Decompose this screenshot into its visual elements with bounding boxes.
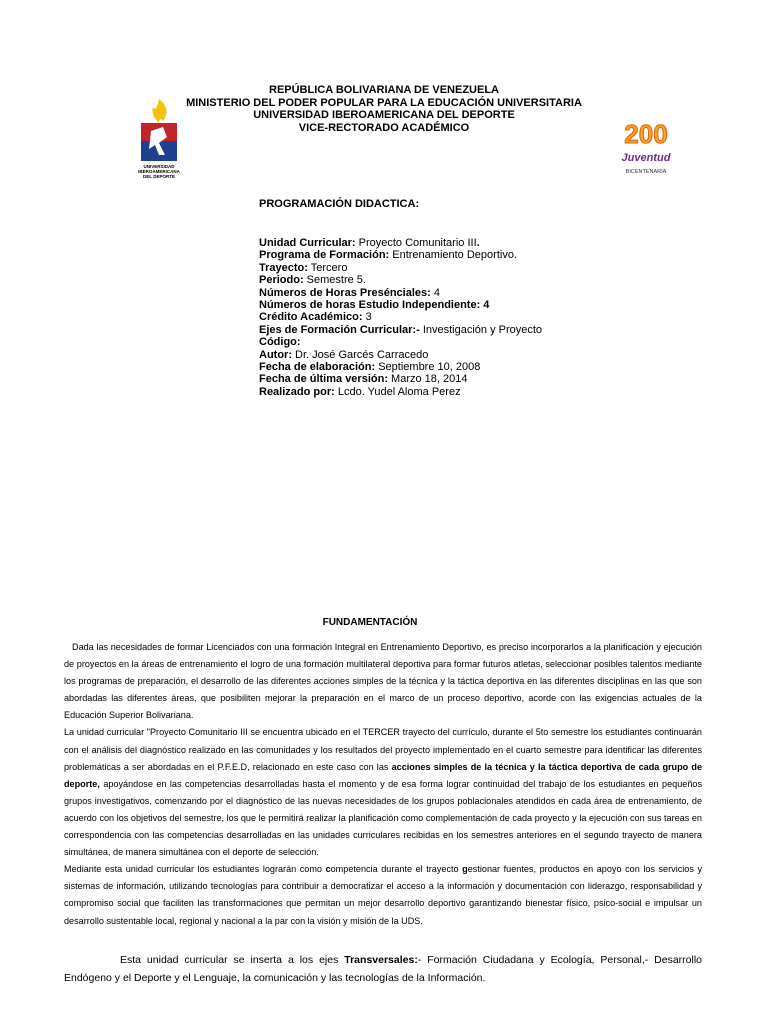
paragraph-2-part-a: La unidad curricular "Proyecto Comunitario III se encuentra ubicado en el TERCER trayecto del currículo, durante el 5to semestre los estudiantes continuarán con el análisis del diagnóstico realizado en las comunidades y los resultados del proyecto implementado en el cuarto semestre para identificar las diferentes problemáticas a ser abordadas en el P.F.E.D, relacionado en este caso con las [64, 727, 702, 772]
university-logo [137, 97, 181, 181]
paragraph-4-part-c: - Formación Ciudadana y Ecología, Personal,- Desarrollo Endógeno y el Deporte y el Lenguaje, la comunicación y las tecnologías de la Información. [64, 954, 703, 984]
logo-juventud-text: Juventud [621, 152, 671, 164]
field-row [259, 361, 679, 373]
paragraph-4 [64, 951, 702, 987]
logo-text-1: UNIVERSIDAD [143, 164, 175, 169]
juventud-bicentenaria-logo [620, 103, 672, 179]
header-line-republic: REPÚBLICA BOLIVARIANA DE VENEZUELA [269, 84, 499, 96]
field-value: Entrenamiento Deportivo. [389, 249, 517, 262]
field-row [259, 249, 679, 261]
field-value: 3 [362, 311, 372, 324]
paragraph-4-bold: Transversales: [344, 954, 418, 966]
field-label: Números de Horas Presénciales: [259, 286, 431, 299]
field-row [259, 262, 679, 274]
fundamentacion-title: FUNDAMENTACIÓN [322, 617, 418, 628]
logo-number: 200 [624, 119, 668, 149]
paragraph-3-bold-g: g [462, 864, 468, 875]
field-label: Fecha de elaboración: [259, 361, 376, 374]
field-label: Números de horas Estudio Independiente: 4 [259, 299, 490, 312]
field-value: Lcdo. Yudel Aloma Perez [334, 385, 461, 398]
field-label: Realizado por: [259, 385, 335, 398]
field-value: Semestre 5. [303, 274, 366, 287]
header-line-vicerectorate: VICE-RECTORADO ACADÉMICO [298, 121, 470, 134]
field-row [259, 311, 679, 323]
field-row [259, 324, 679, 336]
field-label: Unidad Curricular: [259, 237, 356, 249]
header-line-university: UNIVERSIDAD IBEROAMERICANA DEL DEPORTE [253, 109, 515, 122]
paragraph-3-bold-c: c [325, 864, 331, 875]
field-row [259, 299, 679, 311]
field-row [259, 287, 679, 299]
field-tail: . [476, 237, 480, 249]
field-row [259, 349, 679, 361]
field-value: Tercero [307, 261, 348, 274]
field-value: Marzo 18, 2014 [387, 373, 468, 386]
logo-text-2: IBEROAMERICANA [138, 169, 180, 174]
paragraph-4-part-a: Esta unidad curricular se inserta a los ejes [120, 954, 345, 966]
field-row [259, 373, 679, 385]
field-value: Proyecto Comunitario III [355, 237, 477, 249]
closing-paragraph [64, 951, 702, 987]
logo-bicentenaria-text: BICENTENARIA [625, 169, 667, 175]
field-label: Crédito Académico: [259, 311, 363, 324]
field-label: Código: [259, 336, 301, 349]
torch-flame-icon [152, 99, 166, 123]
field-row [259, 386, 679, 398]
field-label: Fecha de última versión: [259, 373, 388, 386]
header-line-ministry: MINISTERIO DEL PODER POPULAR PARA LA EDUCACIÓN UNIVERSITARIA [186, 96, 582, 109]
paragraph-2-bold: acciones simples de la técnica y la táctica deportiva de cada grupo de deporte, [64, 761, 702, 789]
paragraph-3-part-a: Mediante esta unidad curricular los estudiantes lograrán como [64, 864, 326, 875]
logo-text-3: DEL DEPORTE [143, 174, 175, 179]
paragraph-3-part-c: ompetencia durante el trayecto [330, 864, 463, 875]
course-details [259, 237, 679, 398]
field-label: Autor: [259, 348, 292, 361]
field-value: 4 [430, 286, 440, 299]
field-value: Septiembre 10, 2008 [375, 361, 481, 374]
paragraph-1: Dada las necesidades de formar Licenciados con una formación Integral en Entrenamiento Deportivo, es preciso incorporarlos a la planificación y ejecución de proyectos en la áreas de entrenamiento el logro de una formación multilateral deportiva para formar futuros atletas, seleccionar posibles talentos mediante los programas de preparación, el desarrollo de las diferentes acciones simples de la técnica y la táctica deportiva en las diferentes disciplinas en las que son abordadas las diferentes áreas, que posibiliten mejorar la preparación en el marco de un proceso deportivo, acorde con las exigencias actuales de la Educación Superior Bolivariana. [64, 642, 702, 721]
section-title: PROGRAMACIÓN DIDACTICA: [259, 198, 420, 210]
field-value: Dr. José Garcés Carracedo [292, 348, 429, 361]
field-value: Investigación y Proyecto [419, 323, 543, 336]
paragraph-3 [64, 861, 702, 929]
field-label: Periodo: [259, 274, 304, 287]
fundamentacion-body [64, 639, 702, 930]
field-label: Programa de Formación: [259, 249, 390, 262]
paragraph-3-part-e: estionar fuentes, productos en apoyo con los servicios y sistemas de información, utilizando tecnologías para contribuir a democratizar el acceso a la información y documentación con liderazgo, responsabilidad y compromiso social que faciliten las transformaciones que permitan un mejor desarrollo deportivo garantizando bienestar físico, psico-social e impulsar un desarrollo sustentable local, regional y nacional a la par con la visión y misión de la UDS. [64, 864, 702, 926]
field-row [259, 274, 679, 286]
field-row [259, 237, 679, 249]
document-header [150, 84, 618, 134]
field-label: Ejes de Formación Curricular:- [259, 323, 420, 336]
paragraph-2-part-c: apoyándose en las competencias desarrolladas hasta el momento y de esa forma lograr continuidad del trabajo de los estudiantes en pequeños grupos investigativos, comenzando por el diagnóstico de las nuevas necesidades de los grupos poblacionales atendidos en cada área de entrenamiento, de acuerdo con los objetivos del semestre, los que le permitirá realizar la planificación como complementación de cada proyecto y la ejecución con sus tareas en correspondencia con las competencias desarrolladas en las unidades curriculares recibidas en los semestres anteriores en el segundo trayecto de manera simultánea, de manera simultánea con el deporte de selección. [64, 778, 702, 858]
field-label: Trayecto: [259, 261, 308, 274]
paragraph-2 [64, 724, 702, 861]
field-row [259, 336, 679, 348]
